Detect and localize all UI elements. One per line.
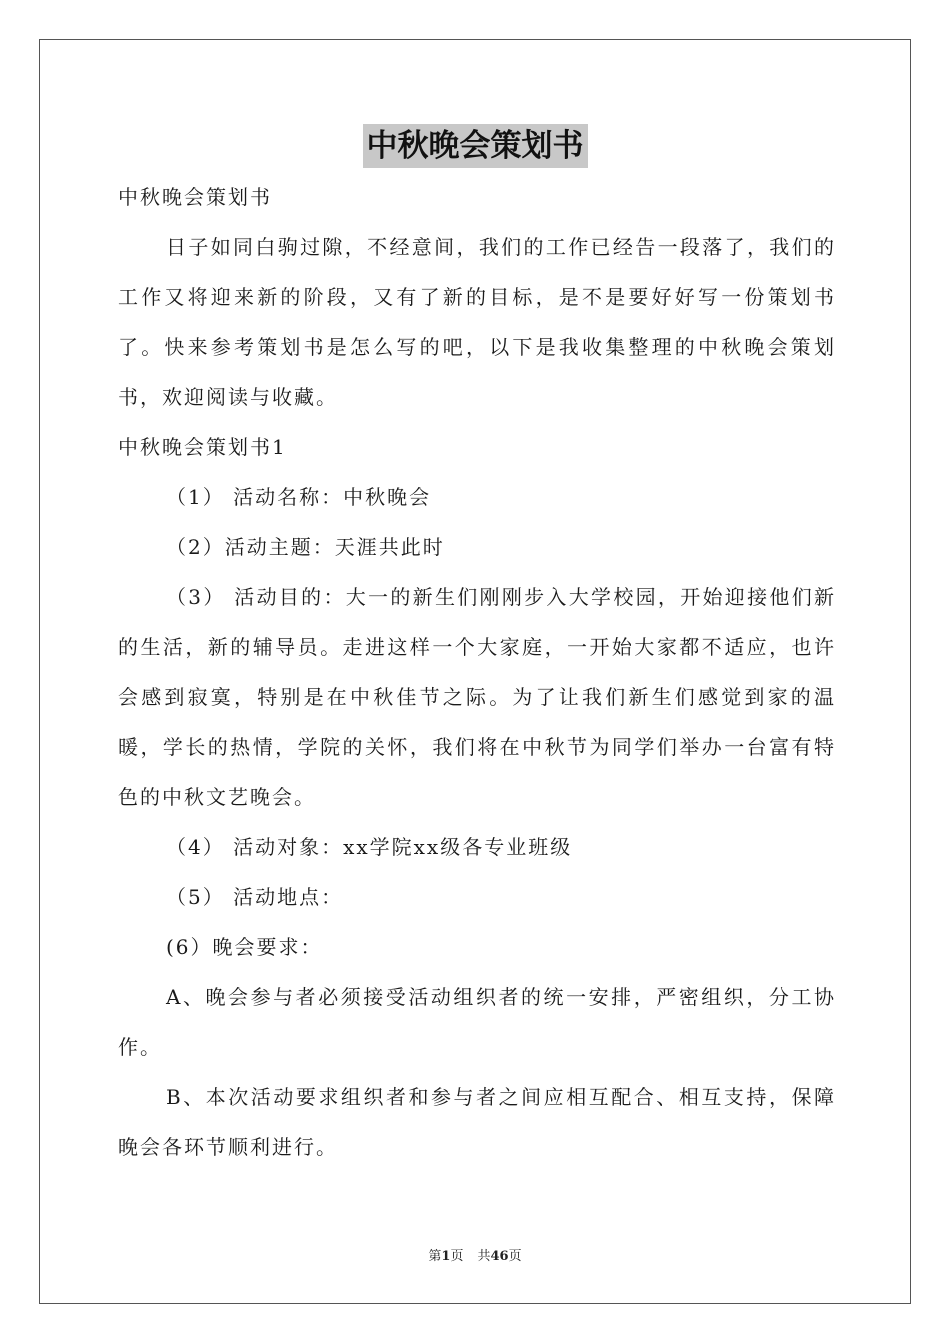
list-item-activity-purpose: （3） 活动目的：大一的新生们刚刚步入大学校园，开始迎接他们新的生活，新的辅导员。走进这样一个大家庭，一开始大家都不适应，也许会感到寂寞，特别是在中秋佳节之际。为了让我们新生们感觉到家的温暖，学长的热情，学院的关怀，我们将在中秋节为同学们举办一台富有特色的中秋文艺晚会。 [118,585,836,809]
page-current: 1 [441,1249,451,1264]
total-prefix: 共 [477,1249,491,1264]
requirement-a: A、晚会参与者必须接受活动组织者的统一安排，严密组织，分工协作。 [118,985,836,1059]
list-item-activity-name: （1） 活动名称：中秋晚会 [166,485,432,509]
page-suffix: 页 [450,1249,464,1264]
paragraph-intro: 日子如同白驹过隙，不经意间，我们的工作已经告一段落了，我们的工作又将迎来新的阶段，又有了新的目标，是不是要好好写一份策划书了。快来参考策划书是怎么写的吧，以下是我收集整理的中秋晚会策划书，欢迎阅读与收藏。 [118,235,836,409]
paragraph-heading: 中秋晚会策划书 [118,185,272,209]
list-item-activity-target: （4） 活动对象：xx学院xx级各专业班级 [166,835,573,859]
document-title [0,124,950,168]
page-footer [0,1245,950,1264]
page-prefix: 第 [428,1249,442,1264]
page-total: 46 [490,1249,509,1264]
list-item-activity-theme: （2）活动主题：天涯共此时 [166,535,445,559]
total-suffix: 页 [508,1249,522,1264]
document-title-text: 中秋晚会策划书 [363,124,588,168]
list-item-activity-location: （5） 活动地点： [166,885,344,909]
requirement-b: B、本次活动要求组织者和参与者之间应相互配合、相互支持，保障晚会各环节顺利进行。 [118,1085,836,1159]
document-body [118,172,836,1172]
list-item-requirements: (6）晚会要求： [166,935,323,959]
section-heading: 中秋晚会策划书1 [118,435,287,459]
